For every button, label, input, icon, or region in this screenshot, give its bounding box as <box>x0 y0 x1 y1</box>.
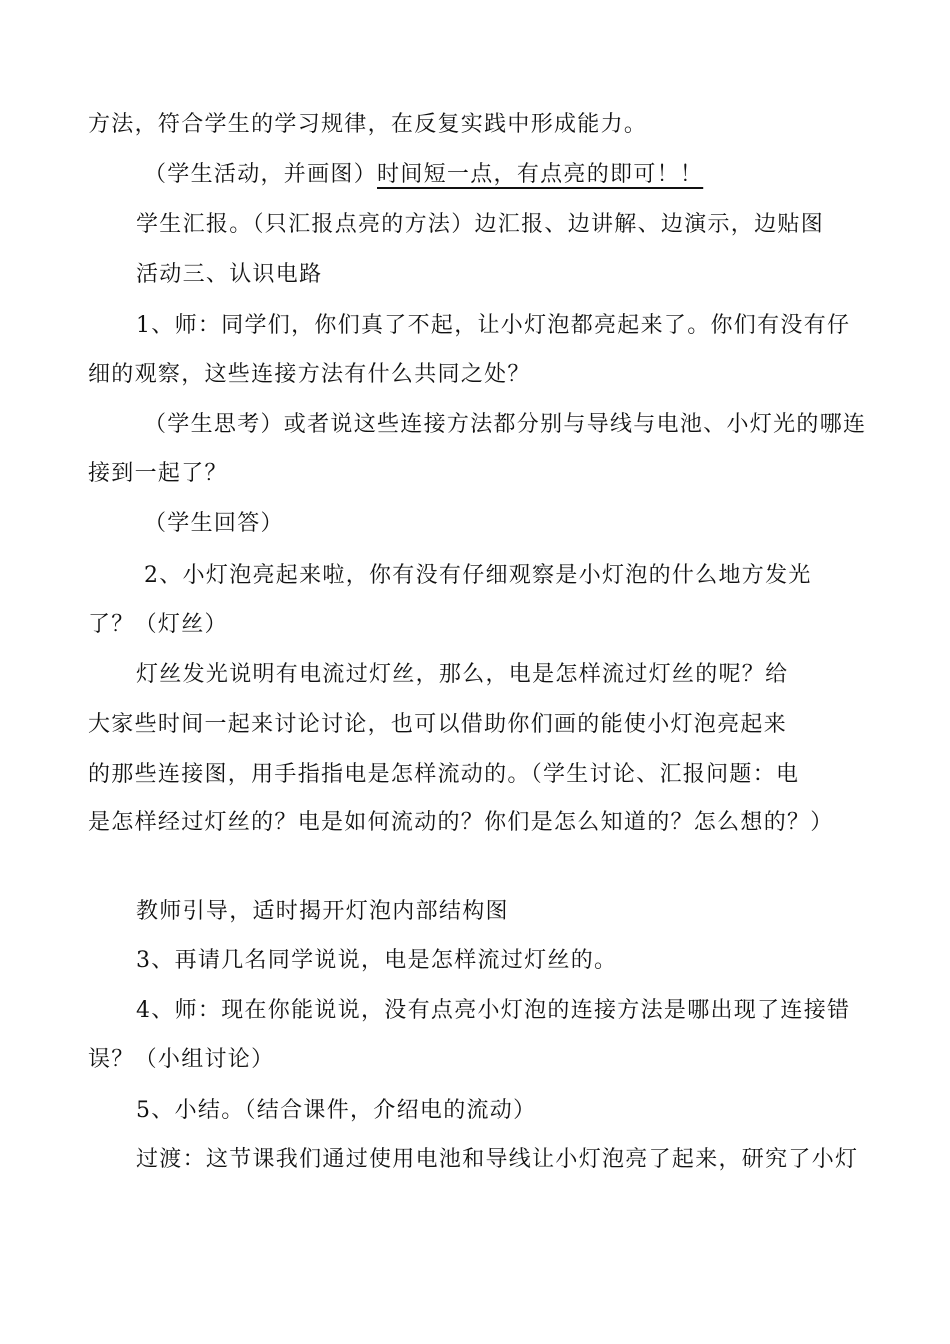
student-activity-text: （学生活动，并画图） <box>144 162 378 187</box>
paragraph-line: 3、再请几名同学说说，电是怎样流过灯丝的。 <box>136 948 618 973</box>
underlined-note: 时间短一点，有点亮的即可！！ <box>377 162 704 187</box>
paragraph-line: 1、师：同学们，你们真了不起，让小灯泡都亮起来了。你们有没有仔 <box>136 313 851 338</box>
paragraph-line: 大家些时间一起来讨论讨论，也可以借助你们画的能使小灯泡亮起来 <box>88 712 788 737</box>
paragraph-line: 接到一起了？ <box>88 461 228 486</box>
paragraph-line: 的那些连接图，用手指指电是怎样流动的。（学生讨论、汇报问题：电 <box>88 762 800 787</box>
paragraph-line: 5、小结。（结合课件，介绍电的流动） <box>136 1098 537 1123</box>
paragraph-line: （学生回答） <box>144 511 284 536</box>
paragraph-line: 学生汇报。（只汇报点亮的方法）边汇报、边讲解、边演示，边贴图 <box>136 212 825 237</box>
paragraph-line: （学生思考）或者说这些连接方法都分别与导线与电池、小灯光的哪连 <box>144 412 867 437</box>
paragraph-line: 教师引导，适时揭开灯泡内部结构图 <box>136 899 509 924</box>
paragraph-line: 误？（小组讨论） <box>88 1047 275 1072</box>
paragraph-line: 了？（灯丝） <box>88 612 228 637</box>
paragraph-line: 是怎样经过灯丝的？电是如何流动的？你们是怎么知道的？怎么想的？） <box>88 810 834 835</box>
paragraph-line: 过渡：这节课我们通过使用电池和导线让小灯泡亮了起来，研究了小灯 <box>136 1147 859 1172</box>
paragraph-line: 细的观察，这些连接方法有什么共同之处？ <box>88 362 531 387</box>
paragraph-line: 2、小灯泡亮起来啦，你有没有仔细观察是小灯泡的什么地方发光 <box>144 563 812 588</box>
section-heading: 活动三、认识电路 <box>136 262 323 287</box>
paragraph-line: 灯丝发光说明有电流过灯丝，那么，电是怎样流过灯丝的呢？给 <box>136 662 789 687</box>
paragraph-line: 方法，符合学生的学习规律，在反复实践中形成能力。 <box>88 112 648 137</box>
paragraph-line: 4、师：现在你能说说，没有点亮小灯泡的连接方法是哪出现了连接错 <box>136 998 851 1023</box>
paragraph-line <box>144 160 878 190</box>
